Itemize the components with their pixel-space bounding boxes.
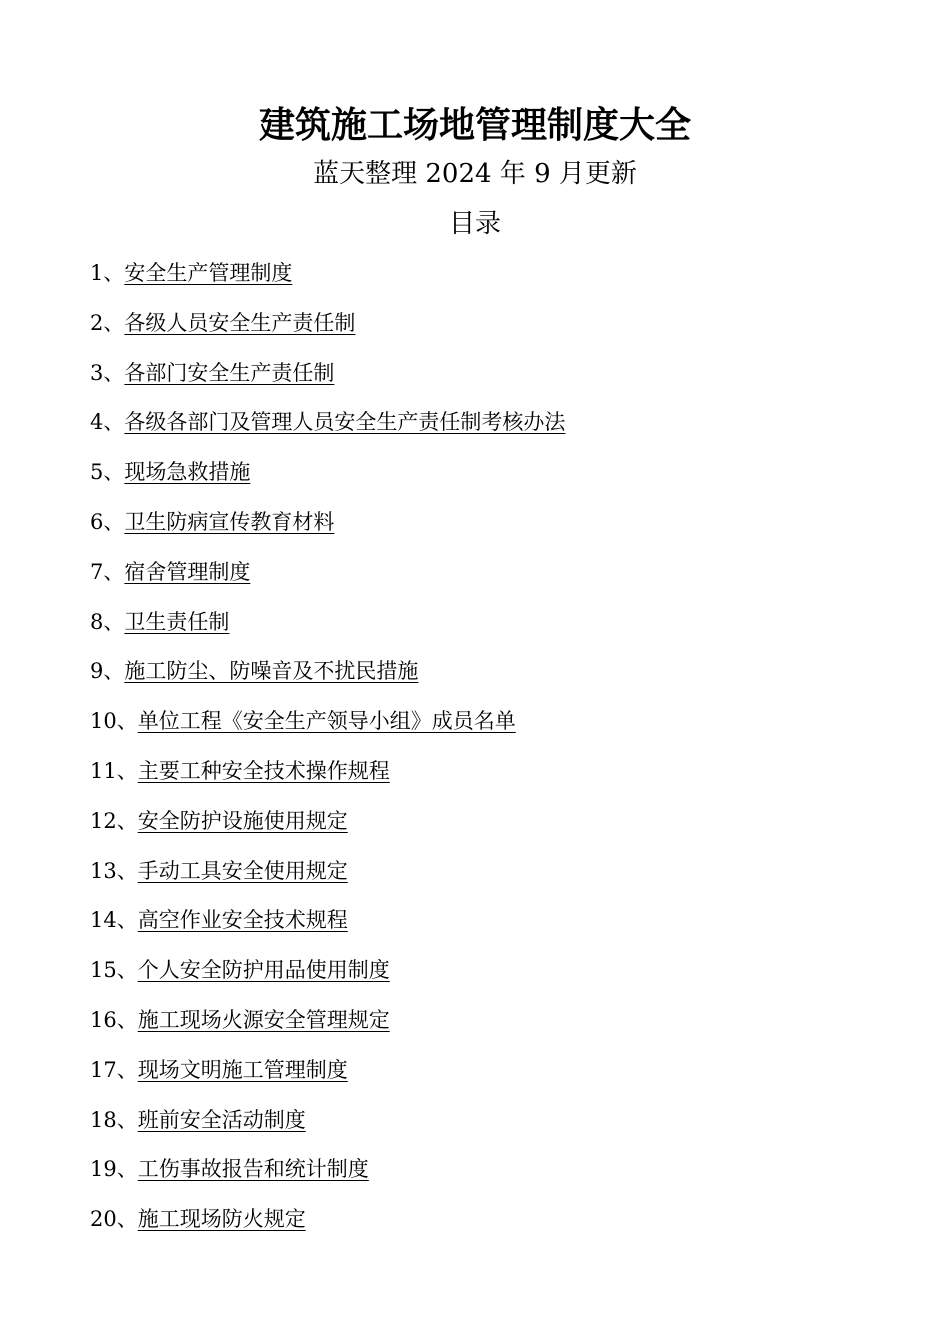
toc-item-number: 10、 [90,709,138,734]
toc-item [90,452,910,502]
toc-link[interactable]: 卫生责任制 [124,609,230,634]
toc-item-number: 4、 [90,410,125,435]
toc-link[interactable]: 安全防护设施使用规定 [137,808,348,833]
toc-item [90,651,910,701]
toc-item [90,701,910,751]
toc-item [90,751,910,801]
toc-link[interactable]: 各级各部门及管理人员安全生产责任制考核办法 [124,410,566,435]
toc-link[interactable]: 各部门安全生产责任制 [124,360,335,385]
toc-item-number: 14、 [90,908,138,933]
toc-link[interactable]: 手动工具安全使用规定 [137,858,348,883]
toc-item [90,1100,910,1150]
toc-item [90,402,910,452]
toc-link[interactable]: 施工现场火源安全管理规定 [137,1007,390,1032]
toc-item-number: 7、 [90,559,125,584]
toc-item [90,253,910,303]
toc-item [90,1199,910,1249]
toc-link[interactable]: 个人安全防护用品使用制度 [137,958,390,983]
toc-item [90,602,910,652]
toc-item-number: 3、 [90,360,125,385]
toc-link[interactable]: 施工现场防火规定 [137,1207,306,1232]
toc-item-number: 5、 [90,460,125,485]
toc-item-number: 18、 [90,1107,138,1132]
toc-item-number: 16、 [90,1007,138,1032]
toc-item-number: 19、 [90,1157,138,1182]
toc-link[interactable]: 各级人员安全生产责任制 [124,310,356,335]
toc-item [90,552,910,602]
toc-item [90,1149,910,1199]
toc-item-number: 6、 [90,509,125,534]
table-of-contents [90,253,910,1249]
toc-item-number: 1、 [90,261,125,285]
toc-item-number: 11、 [90,758,138,783]
toc-item-number: 12、 [90,808,138,833]
toc-item [90,1000,910,1050]
toc-link[interactable]: 卫生防病宣传教育材料 [124,509,335,534]
toc-link[interactable]: 现场文明施工管理制度 [137,1057,348,1082]
toc-link[interactable]: 单位工程《安全生产领导小组》成员名单 [137,709,516,734]
toc-item [90,353,910,403]
toc-item [90,851,910,901]
toc-item-number: 9、 [90,659,125,684]
toc-link[interactable]: 班前安全活动制度 [137,1107,306,1132]
toc-heading: 目录 [448,209,501,239]
toc-item-number: 17、 [90,1057,138,1082]
toc-link[interactable]: 工伤事故报告和统计制度 [137,1157,369,1182]
toc-item-number: 15、 [90,958,138,983]
toc-link[interactable]: 主要工种安全技术操作规程 [137,758,390,783]
toc-item-number: 13、 [90,858,138,883]
toc-link[interactable]: 高空作业安全技术规程 [137,908,348,933]
toc-item [90,502,910,552]
toc-item-number: 8、 [90,609,125,634]
toc-link[interactable]: 现场急救措施 [124,460,251,485]
toc-item-number: 2、 [90,310,125,335]
toc-item [90,801,910,851]
toc-item [90,900,910,950]
toc-link[interactable]: 施工防尘、防噪音及不扰民措施 [124,659,419,684]
document-title: 建筑施工场地管理制度大全 [258,104,691,146]
toc-link[interactable]: 宿舍管理制度 [124,559,251,584]
toc-link[interactable]: 安全生产管理制度 [124,261,293,285]
toc-item [90,1050,910,1100]
toc-item [90,303,910,353]
document-subtitle: 蓝天整理 2024 年 9 月更新 [313,159,637,189]
toc-item-number: 20、 [90,1207,138,1232]
toc-item [90,950,910,1000]
